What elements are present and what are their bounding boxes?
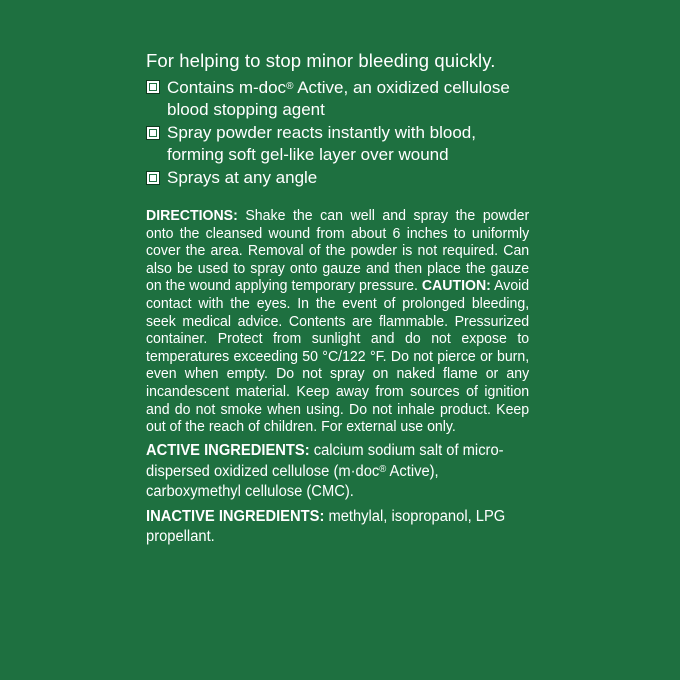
- feature-list: [146, 76, 530, 189]
- feature-item: [146, 122, 530, 166]
- feature-text-part: Active, an oxidized cellulose blood stopping agent: [167, 78, 510, 119]
- inactive-ingredients-paragraph: [146, 507, 530, 546]
- intro-tagline: For helping to stop minor bleeding quickly.: [146, 50, 496, 71]
- checkbox-icon: [146, 126, 160, 140]
- registered-mark: ®: [379, 464, 387, 476]
- checkbox-icon: [146, 80, 160, 94]
- caution-text: Avoid contact with the eyes. In the event of prolonged bleeding, seek medical advice. Contents are flammable. Pressurized container. Protect from sunlight and do not expose to temperatures exceeding 50 °C/122 °F. Do not pierce or burn, even when empty. Do not spray on naked flame or any incandescent material. Keep away from sources of ignition and do not smoke when using. Do not inhale product. Keep out of the reach of children. For external use only.: [146, 277, 530, 436]
- checkbox-icon: [146, 171, 160, 185]
- feature-text: [167, 76, 530, 121]
- active-ingredients-text: calcium sodium salt of micro-dispersed oxidized cellulose (m·doc: [146, 441, 504, 481]
- inactive-ingredients-text: methylal, isopropanol, LPG propellant.: [146, 508, 506, 545]
- directions-paragraph: [146, 207, 529, 436]
- active-ingredients-paragraph: [146, 441, 530, 502]
- label-text-panel: [146, 50, 530, 552]
- feature-text: Spray powder reacts instantly with blood, forming soft gel-like layer over wound: [167, 123, 476, 164]
- inactive-ingredients-heading: INACTIVE INGREDIENTS:: [146, 508, 325, 526]
- directions-text: Shake the can well and spray the powder onto the cleansed wound from about 6 inches to uniformly cover the area. Removal of the powder is not required. Can also be used to spray onto gauze and then place the gauze on the wound applying temporary pressure.: [146, 207, 530, 295]
- feature-text-part: Contains m-doc: [167, 78, 287, 97]
- directions-heading: DIRECTIONS:: [146, 207, 238, 224]
- registered-mark: ®: [286, 81, 294, 92]
- active-ingredients-text-end: Active), carboxymethyl cellulose (CMC).: [146, 463, 439, 500]
- feature-text: Sprays at any angle: [167, 168, 318, 187]
- feature-item: [146, 76, 530, 121]
- active-ingredients-heading: ACTIVE INGREDIENTS:: [146, 441, 310, 459]
- feature-item: [146, 167, 530, 189]
- caution-heading: CAUTION:: [421, 277, 491, 295]
